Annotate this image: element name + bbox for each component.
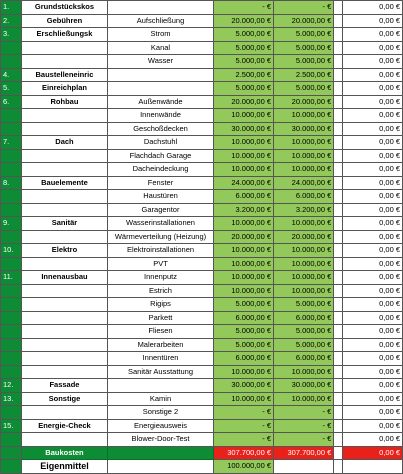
actual-cost-cell[interactable]: 10.000,00 € xyxy=(274,284,334,298)
actual-cost-cell[interactable]: 20.000,00 € xyxy=(274,95,334,109)
row-number-cell[interactable] xyxy=(1,365,22,379)
difference-cell[interactable]: 0,00 € xyxy=(343,365,403,379)
difference-cell[interactable]: 0,00 € xyxy=(343,136,403,150)
column-gap xyxy=(334,217,343,231)
planned-cost-cell[interactable]: 3.200,00 € xyxy=(213,203,273,217)
column-gap xyxy=(334,163,343,177)
table-row xyxy=(1,95,403,109)
planned-cost-cell[interactable]: 20.000,00 € xyxy=(213,95,273,109)
subcategory-cell[interactable]: Dachstuhl xyxy=(108,136,213,150)
column-gap xyxy=(334,95,343,109)
equity-row xyxy=(1,460,403,474)
category-cell[interactable]: Sonstige xyxy=(21,392,108,406)
planned-cost-cell[interactable]: 5.000,00 € xyxy=(213,82,273,96)
table-row xyxy=(1,230,403,244)
total-actual-cell[interactable]: 307.700,00 € xyxy=(274,446,334,460)
difference-cell[interactable]: 0,00 € xyxy=(343,298,403,312)
category-cell[interactable]: Elektro xyxy=(21,244,108,258)
subcategory-cell[interactable] xyxy=(108,460,213,474)
planned-cost-cell[interactable]: 10.000,00 € xyxy=(213,271,273,285)
category-cell[interactable]: Gebühren xyxy=(21,14,108,28)
difference-cell[interactable]: 0,00 € xyxy=(343,406,403,420)
category-cell[interactable] xyxy=(21,163,108,177)
column-gap xyxy=(334,190,343,204)
column-gap xyxy=(334,325,343,339)
actual-cost-cell[interactable]: 5.000,00 € xyxy=(274,298,334,312)
difference-cell[interactable]: 0,00 € xyxy=(343,217,403,231)
column-gap xyxy=(334,203,343,217)
subcategory-cell[interactable]: Aufschließung xyxy=(108,14,213,28)
subcategory-cell[interactable]: Fliesen xyxy=(108,325,213,339)
table-row xyxy=(1,190,403,204)
actual-cost-cell[interactable]: - € xyxy=(274,1,334,15)
row-number-cell[interactable] xyxy=(1,55,22,69)
planned-cost-cell[interactable]: 5.000,00 € xyxy=(213,55,273,69)
actual-cost-cell[interactable]: 10.000,00 € xyxy=(274,257,334,271)
column-gap xyxy=(334,271,343,285)
difference-cell[interactable]: 0,00 € xyxy=(343,1,403,15)
column-gap xyxy=(334,392,343,406)
column-gap xyxy=(334,365,343,379)
category-cell[interactable]: Einreichplan xyxy=(21,82,108,96)
actual-cost-cell[interactable]: 5.000,00 € xyxy=(274,41,334,55)
planned-cost-cell[interactable]: 24.000,00 € xyxy=(213,176,273,190)
subcategory-cell[interactable]: Geschoßdecken xyxy=(108,122,213,136)
column-gap xyxy=(334,460,343,474)
subcategory-cell[interactable]: Wasser xyxy=(108,55,213,69)
planned-cost-cell[interactable]: - € xyxy=(213,406,273,420)
column-gap xyxy=(334,149,343,163)
difference-cell[interactable]: 0,00 € xyxy=(343,109,403,123)
subcategory-cell[interactable] xyxy=(108,1,213,15)
column-gap xyxy=(334,14,343,28)
difference-cell[interactable]: 0,00 € xyxy=(343,14,403,28)
table-body xyxy=(1,1,403,474)
category-cell[interactable]: Innenausbau xyxy=(21,271,108,285)
subcategory-cell[interactable]: Innentüren xyxy=(108,352,213,366)
actual-cost-cell[interactable]: 5.000,00 € xyxy=(274,338,334,352)
column-gap xyxy=(334,406,343,420)
subcategory-cell[interactable]: Innenwände xyxy=(108,109,213,123)
planned-cost-cell[interactable]: 6.000,00 € xyxy=(213,352,273,366)
planned-cost-cell[interactable]: - € xyxy=(213,419,273,433)
table-row xyxy=(1,325,403,339)
actual-cost-cell[interactable]: 5.000,00 € xyxy=(274,82,334,96)
subcategory-cell[interactable]: PVT xyxy=(108,257,213,271)
row-number-cell[interactable] xyxy=(1,460,22,474)
row-number-cell[interactable] xyxy=(1,406,22,420)
actual-cost-cell[interactable]: 5.000,00 € xyxy=(274,28,334,42)
actual-cost-cell[interactable]: 10.000,00 € xyxy=(274,217,334,231)
row-number-cell[interactable]: 15. xyxy=(1,419,22,433)
table-row xyxy=(1,406,403,420)
category-cell[interactable] xyxy=(21,298,108,312)
table-row xyxy=(1,365,403,379)
planned-cost-cell[interactable]: 5.000,00 € xyxy=(213,338,273,352)
empty-cell[interactable] xyxy=(274,460,334,474)
total-planned-cell[interactable]: 307.700,00 € xyxy=(213,446,273,460)
table-row xyxy=(1,14,403,28)
actual-cost-cell[interactable]: 5.000,00 € xyxy=(274,55,334,69)
column-gap xyxy=(334,230,343,244)
difference-cell[interactable]: 0,00 € xyxy=(343,284,403,298)
actual-cost-cell[interactable]: 10.000,00 € xyxy=(274,392,334,406)
table-row xyxy=(1,1,403,15)
column-gap xyxy=(334,1,343,15)
column-gap xyxy=(334,176,343,190)
row-number-cell[interactable] xyxy=(1,338,22,352)
difference-cell[interactable]: 0,00 € xyxy=(343,122,403,136)
difference-cell[interactable]: 0,00 € xyxy=(343,230,403,244)
actual-cost-cell[interactable]: 5.000,00 € xyxy=(274,325,334,339)
category-cell[interactable] xyxy=(21,284,108,298)
row-number-cell[interactable]: 2. xyxy=(1,14,22,28)
subcategory-cell[interactable]: Haustüren xyxy=(108,190,213,204)
difference-cell[interactable]: 0,00 € xyxy=(343,55,403,69)
row-number-cell[interactable]: 11. xyxy=(1,271,22,285)
table-row xyxy=(1,109,403,123)
table-row xyxy=(1,55,403,69)
row-number-cell[interactable]: 9. xyxy=(1,217,22,231)
category-cell[interactable] xyxy=(21,311,108,325)
column-gap xyxy=(334,55,343,69)
table-row xyxy=(1,149,403,163)
planned-cost-cell[interactable]: 10.000,00 € xyxy=(213,284,273,298)
difference-cell[interactable]: 0,00 € xyxy=(343,82,403,96)
subcategory-cell[interactable]: Fenster xyxy=(108,176,213,190)
category-cell[interactable]: Energie-Check xyxy=(21,419,108,433)
subcategory-cell[interactable] xyxy=(108,379,213,393)
column-gap xyxy=(334,298,343,312)
difference-cell[interactable]: 0,00 € xyxy=(343,41,403,55)
subcategory-cell[interactable]: Blower-Door-Test xyxy=(108,433,213,447)
category-cell[interactable] xyxy=(21,257,108,271)
category-cell[interactable]: Bauelemente xyxy=(21,176,108,190)
row-number-cell[interactable] xyxy=(1,352,22,366)
subcategory-cell[interactable]: Dacheindeckung xyxy=(108,163,213,177)
actual-cost-cell[interactable]: 6.000,00 € xyxy=(274,311,334,325)
column-gap xyxy=(334,284,343,298)
subcategory-cell[interactable]: Wärmeverteilung (Heizung) xyxy=(108,230,213,244)
subcategory-cell[interactable]: Strom xyxy=(108,28,213,42)
difference-cell[interactable]: 0,00 € xyxy=(343,176,403,190)
column-gap xyxy=(334,446,343,460)
row-number-cell[interactable] xyxy=(1,433,22,447)
category-cell[interactable] xyxy=(21,41,108,55)
actual-cost-cell[interactable]: 30.000,00 € xyxy=(274,122,334,136)
planned-cost-cell[interactable]: - € xyxy=(213,1,273,15)
difference-cell[interactable]: 0,00 € xyxy=(343,433,403,447)
planned-cost-cell[interactable]: 6.000,00 € xyxy=(213,190,273,204)
row-number-cell[interactable] xyxy=(1,122,22,136)
category-cell[interactable] xyxy=(21,406,108,420)
subcategory-cell[interactable]: Energieausweis xyxy=(108,419,213,433)
difference-cell[interactable]: 0,00 € xyxy=(343,311,403,325)
subcategory-cell[interactable]: Kamin xyxy=(108,392,213,406)
row-number-cell[interactable] xyxy=(1,149,22,163)
column-gap xyxy=(334,311,343,325)
table-row xyxy=(1,82,403,96)
category-cell[interactable] xyxy=(21,325,108,339)
total-label-cell[interactable]: Baukosten xyxy=(21,446,108,460)
planned-cost-cell[interactable]: 20.000,00 € xyxy=(213,14,273,28)
difference-cell[interactable]: 0,00 € xyxy=(343,352,403,366)
row-number-cell[interactable] xyxy=(1,41,22,55)
subcategory-cell[interactable] xyxy=(108,446,213,460)
category-cell[interactable] xyxy=(21,203,108,217)
row-number-cell[interactable]: 4. xyxy=(1,68,22,82)
row-number-cell[interactable] xyxy=(1,298,22,312)
actual-cost-cell[interactable]: 10.000,00 € xyxy=(274,365,334,379)
equity-value-cell[interactable]: 100.000,00 € xyxy=(213,460,273,474)
planned-cost-cell[interactable]: 6.000,00 € xyxy=(213,311,273,325)
subcategory-cell[interactable]: Garagentor xyxy=(108,203,213,217)
difference-cell[interactable]: 0,00 € xyxy=(343,325,403,339)
category-cell[interactable] xyxy=(21,122,108,136)
table-row xyxy=(1,163,403,177)
row-number-cell[interactable]: 8. xyxy=(1,176,22,190)
column-gap xyxy=(334,433,343,447)
table-row xyxy=(1,68,403,82)
table-row xyxy=(1,257,403,271)
subcategory-cell[interactable]: Kanal xyxy=(108,41,213,55)
difference-cell[interactable]: 0,00 € xyxy=(343,257,403,271)
difference-cell[interactable]: 0,00 € xyxy=(343,392,403,406)
row-number-cell[interactable]: 1. xyxy=(1,1,22,15)
planned-cost-cell[interactable]: 10.000,00 € xyxy=(213,217,273,231)
actual-cost-cell[interactable]: 6.000,00 € xyxy=(274,190,334,204)
actual-cost-cell[interactable]: 24.000,00 € xyxy=(274,176,334,190)
difference-cell[interactable]: 0,00 € xyxy=(343,163,403,177)
row-number-cell[interactable]: 12. xyxy=(1,379,22,393)
planned-cost-cell[interactable]: 2.500,00 € xyxy=(213,68,273,82)
row-number-cell[interactable] xyxy=(1,190,22,204)
difference-cell[interactable]: 0,00 € xyxy=(343,203,403,217)
row-number-cell[interactable]: 7. xyxy=(1,136,22,150)
category-cell[interactable] xyxy=(21,433,108,447)
subcategory-cell[interactable]: Innenputz xyxy=(108,271,213,285)
actual-cost-cell[interactable]: 2.500,00 € xyxy=(274,68,334,82)
column-gap xyxy=(334,122,343,136)
table-row xyxy=(1,217,403,231)
difference-cell[interactable]: 0,00 € xyxy=(343,28,403,42)
category-cell[interactable] xyxy=(21,149,108,163)
row-number-cell[interactable]: 3. xyxy=(1,28,22,42)
table-row xyxy=(1,311,403,325)
table-row xyxy=(1,284,403,298)
subcategory-cell[interactable]: Parkett xyxy=(108,311,213,325)
subcategory-cell[interactable] xyxy=(108,68,213,82)
equity-label-cell[interactable]: Eigenmittel xyxy=(21,460,108,474)
actual-cost-cell[interactable]: 10.000,00 € xyxy=(274,136,334,150)
actual-cost-cell[interactable]: 20.000,00 € xyxy=(274,14,334,28)
category-cell[interactable]: Baustelleneinric xyxy=(21,68,108,82)
row-number-cell[interactable]: 10. xyxy=(1,244,22,258)
difference-cell[interactable]: 0,00 € xyxy=(343,68,403,82)
subcategory-cell[interactable]: Flachdach Garage xyxy=(108,149,213,163)
row-number-cell[interactable]: 5. xyxy=(1,82,22,96)
column-gap xyxy=(334,28,343,42)
table-row xyxy=(1,298,403,312)
category-cell[interactable] xyxy=(21,365,108,379)
row-number-cell[interactable] xyxy=(1,284,22,298)
column-gap xyxy=(334,41,343,55)
subcategory-cell[interactable]: Estrich xyxy=(108,284,213,298)
category-cell[interactable]: Fassade xyxy=(21,379,108,393)
column-gap xyxy=(334,379,343,393)
table-row xyxy=(1,41,403,55)
category-cell[interactable]: Grundstückskos xyxy=(21,1,108,15)
table-row xyxy=(1,122,403,136)
actual-cost-cell[interactable]: 20.000,00 € xyxy=(274,230,334,244)
category-cell[interactable] xyxy=(21,190,108,204)
row-number-cell[interactable]: 13. xyxy=(1,392,22,406)
planned-cost-cell[interactable]: - € xyxy=(213,433,273,447)
row-number-cell[interactable] xyxy=(1,257,22,271)
table-row xyxy=(1,203,403,217)
actual-cost-cell[interactable]: - € xyxy=(274,419,334,433)
planned-cost-cell[interactable]: 10.000,00 € xyxy=(213,244,273,258)
subcategory-cell[interactable]: Sonstige 2 xyxy=(108,406,213,420)
difference-cell[interactable]: 0,00 € xyxy=(343,379,403,393)
table-row xyxy=(1,244,403,258)
row-number-cell[interactable] xyxy=(1,109,22,123)
category-cell[interactable] xyxy=(21,352,108,366)
table-row xyxy=(1,392,403,406)
table-row xyxy=(1,379,403,393)
table-row xyxy=(1,28,403,42)
category-cell[interactable]: Sanitär xyxy=(21,217,108,231)
column-gap xyxy=(334,82,343,96)
subcategory-cell[interactable]: Elektroinstallationen xyxy=(108,244,213,258)
actual-cost-cell[interactable]: 6.000,00 € xyxy=(274,352,334,366)
actual-cost-cell[interactable]: 3.200,00 € xyxy=(274,203,334,217)
planned-cost-cell[interactable]: 10.000,00 € xyxy=(213,136,273,150)
actual-cost-cell[interactable]: - € xyxy=(274,406,334,420)
actual-cost-cell[interactable]: 10.000,00 € xyxy=(274,244,334,258)
column-gap xyxy=(334,257,343,271)
planned-cost-cell[interactable]: 5.000,00 € xyxy=(213,28,273,42)
planned-cost-cell[interactable]: 30.000,00 € xyxy=(213,122,273,136)
difference-cell[interactable]: 0,00 € xyxy=(343,419,403,433)
subcategory-cell[interactable]: Sanitär Ausstattung xyxy=(108,365,213,379)
planned-cost-cell[interactable]: 10.000,00 € xyxy=(213,257,273,271)
table-row xyxy=(1,352,403,366)
difference-cell[interactable]: 0,00 € xyxy=(343,95,403,109)
category-cell[interactable] xyxy=(21,230,108,244)
planned-cost-cell[interactable]: 10.000,00 € xyxy=(213,365,273,379)
subcategory-cell[interactable]: Rigips xyxy=(108,298,213,312)
row-number-cell[interactable]: 6. xyxy=(1,95,22,109)
row-number-cell[interactable] xyxy=(1,311,22,325)
planned-cost-cell[interactable]: 5.000,00 € xyxy=(213,298,273,312)
table-row xyxy=(1,433,403,447)
table-row xyxy=(1,176,403,190)
column-gap xyxy=(334,136,343,150)
row-number-cell[interactable] xyxy=(1,230,22,244)
subcategory-cell[interactable]: Malerarbeiten xyxy=(108,338,213,352)
difference-cell[interactable]: 0,00 € xyxy=(343,271,403,285)
column-gap xyxy=(334,419,343,433)
table-row xyxy=(1,338,403,352)
subcategory-cell[interactable]: Außenwände xyxy=(108,95,213,109)
category-cell[interactable] xyxy=(21,338,108,352)
planned-cost-cell[interactable]: 5.000,00 € xyxy=(213,325,273,339)
planned-cost-cell[interactable]: 10.000,00 € xyxy=(213,392,273,406)
category-cell[interactable]: Dach xyxy=(21,136,108,150)
empty-cell[interactable] xyxy=(343,460,403,474)
column-gap xyxy=(334,338,343,352)
planned-cost-cell[interactable]: 10.000,00 € xyxy=(213,149,273,163)
category-cell[interactable]: Erschließungsk xyxy=(21,28,108,42)
planned-cost-cell[interactable]: 30.000,00 € xyxy=(213,379,273,393)
difference-cell[interactable]: 0,00 € xyxy=(343,244,403,258)
row-number-cell[interactable] xyxy=(1,203,22,217)
column-gap xyxy=(334,109,343,123)
difference-cell[interactable]: 0,00 € xyxy=(343,190,403,204)
actual-cost-cell[interactable]: 10.000,00 € xyxy=(274,163,334,177)
table-row xyxy=(1,136,403,150)
planned-cost-cell[interactable]: 20.000,00 € xyxy=(213,230,273,244)
table-row xyxy=(1,419,403,433)
planned-cost-cell[interactable]: 10.000,00 € xyxy=(213,163,273,177)
planned-cost-cell[interactable]: 5.000,00 € xyxy=(213,41,273,55)
category-cell[interactable]: Rohbau xyxy=(21,95,108,109)
actual-cost-cell[interactable]: 10.000,00 € xyxy=(274,109,334,123)
total-difference-cell[interactable]: 0,00 € xyxy=(343,446,403,460)
total-row xyxy=(1,446,403,460)
row-number-cell[interactable] xyxy=(1,325,22,339)
category-cell[interactable] xyxy=(21,109,108,123)
actual-cost-cell[interactable]: 10.000,00 € xyxy=(274,149,334,163)
actual-cost-cell[interactable]: 30.000,00 € xyxy=(274,379,334,393)
column-gap xyxy=(334,68,343,82)
actual-cost-cell[interactable]: - € xyxy=(274,433,334,447)
category-cell[interactable] xyxy=(21,55,108,69)
table-row xyxy=(1,271,403,285)
row-number-cell[interactable] xyxy=(1,446,22,460)
actual-cost-cell[interactable]: 10.000,00 € xyxy=(274,271,334,285)
subcategory-cell[interactable]: Wasserinstallationen xyxy=(108,217,213,231)
difference-cell[interactable]: 0,00 € xyxy=(343,149,403,163)
difference-cell[interactable]: 0,00 € xyxy=(343,338,403,352)
column-gap xyxy=(334,352,343,366)
planned-cost-cell[interactable]: 10.000,00 € xyxy=(213,109,273,123)
subcategory-cell[interactable] xyxy=(108,82,213,96)
column-gap xyxy=(334,244,343,258)
row-number-cell[interactable] xyxy=(1,163,22,177)
